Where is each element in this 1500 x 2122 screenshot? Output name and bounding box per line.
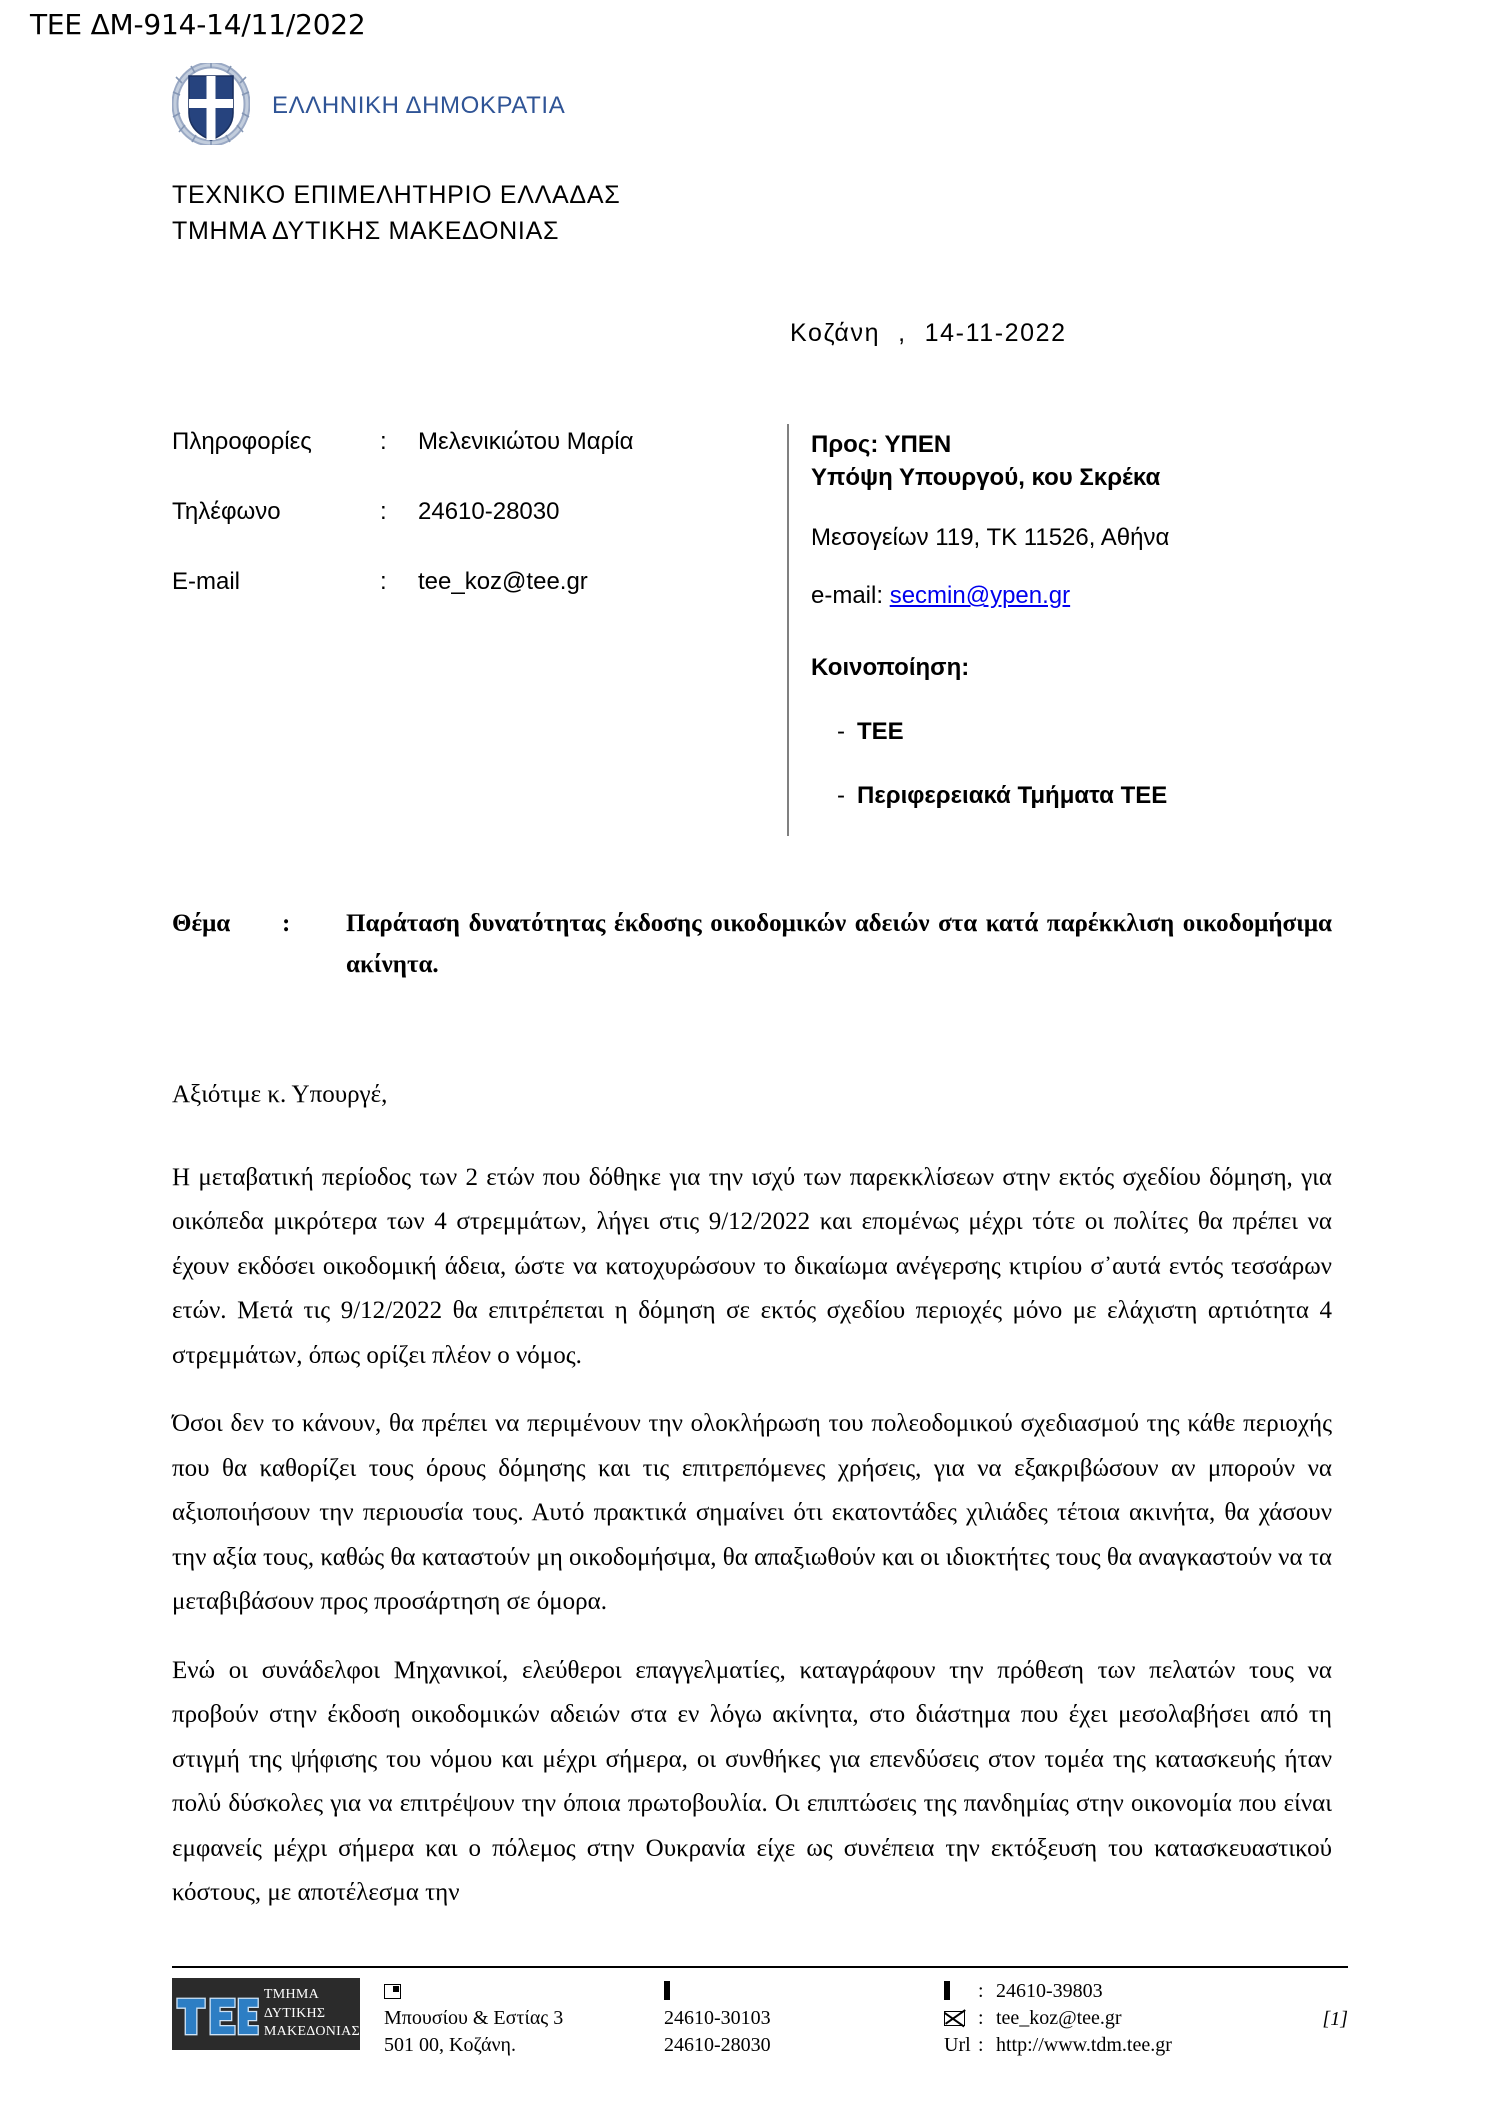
tee-dept-line-3: ΜΑΚΕΔΟΝΙΑΣ xyxy=(263,2024,360,2040)
cc-list-item xyxy=(811,782,1500,810)
footer-phone-column xyxy=(664,1978,944,2058)
recipient-email-line xyxy=(811,582,1500,610)
sender-email-value: tee_koz@tee.gr xyxy=(418,568,588,595)
salutation: Αξιότιμε κ. Υπουργέ, xyxy=(172,1081,388,1108)
document-reference: ΤΕΕ ΔΜ-914-14/11/2022 xyxy=(30,8,366,41)
letterhead xyxy=(172,60,1500,148)
cc-item-label: ΤΕΕ xyxy=(857,718,904,746)
recipient-attention-line: Υπόψη Υπουργού, κου Σκρέκα xyxy=(811,464,1161,492)
footer-address-line-1: Μπουσίου & Εστίας 3 xyxy=(384,2006,564,2029)
organization-line-1: ΤΕΧΝΙΚΟ ΕΠΙΜΕΛΗΤΗΡΙΟ ΕΛΛΑΔΑΣ xyxy=(172,181,621,209)
sender-info-block xyxy=(172,424,787,638)
sender-phone-colon: : xyxy=(380,498,387,525)
city-name: Κοζάνη xyxy=(790,319,881,347)
footer-phone-line-2: 24610-28030 xyxy=(664,2033,771,2056)
subject-text: Παράταση δυνατότητας έκδοσης οικοδομικών αδειών στα κατά παρέκκλιση οικοδομήσιμα ακίνητα. xyxy=(346,910,1332,978)
page-number: [1] xyxy=(1322,2008,1348,2030)
organization-line-2: ΤΜΗΜΑ ΔΥΤΙΚΗΣ ΜΑΚΕΔΟΝΙΑΣ xyxy=(172,216,560,245)
sender-contact-value: Μελενικιώτου Μαρία xyxy=(418,428,634,455)
footer-url-colon: : xyxy=(978,2033,984,2056)
footer-url-label: Url xyxy=(944,2033,971,2056)
city-date-separator: , xyxy=(898,319,907,347)
sender-phone-value: 24610-28030 xyxy=(418,498,560,525)
recipient-email-link[interactable]: secmin@ypen.gr xyxy=(889,582,1071,610)
city-date-line xyxy=(790,319,1500,348)
cc-item-label: Περιφερειακά Τμήματα ΤΕΕ xyxy=(857,782,1168,810)
sender-phone-label: Τηλέφωνο xyxy=(172,498,281,525)
subject-label: Θέμα xyxy=(172,910,231,937)
sender-info-row xyxy=(172,428,787,456)
tee-dept-line-2: ΔΥΤΙΚΗΣ xyxy=(263,2005,326,2021)
sender-contact-label: Πληροφορίες xyxy=(172,428,312,455)
sender-info-row xyxy=(172,498,787,526)
subject-colon: : xyxy=(282,910,291,937)
envelope-icon xyxy=(944,2005,978,2032)
footer-fax-value: 24610-39803 xyxy=(996,1980,1103,2002)
footer-url-line xyxy=(944,2032,1274,2059)
tee-dept-line-1: ΤΜΗΜΑ xyxy=(263,1987,320,2003)
greek-republic-coat-of-arms-icon xyxy=(172,63,250,145)
body-paragraph: Όσοι δεν το κάνουν, θα πρέπει να περιμένουν την ολοκλήρωση του πολεοδομικού σχεδιασμού της κάθε περιοχής που θα καθορίζει τους όρους δόμησης και τις επιτρεπόμενες χρήσεις, για να εξακριβώσουν αν μπορούν να αξιοποιήσουν την περιουσία τους. Αυτό πρακτικά σημαίνει ότι εκατοντάδες χιλιάδες τέτοια ακινήτα, θα χάσουν την αξία τους, καθώς θα καταστούν μη οικοδομήσιμα, θα απαξιωθούν και οι ιδιοκτήτες τους θα αναγκαστούν να τα μεταβιβάσουν προς προσάρτηση σε όμορα. xyxy=(172,1410,1332,1615)
footer-contact-column xyxy=(944,1978,1274,2058)
sender-contact-colon: : xyxy=(380,428,387,455)
sender-email-colon: : xyxy=(380,568,387,595)
letter-body xyxy=(172,1073,1332,1916)
organization-title xyxy=(172,178,1500,249)
cc-item-dash: - xyxy=(837,782,845,810)
footer-phone-line-1: 24610-30103 xyxy=(664,2006,771,2029)
recipient-email-label: e-mail: xyxy=(811,582,884,610)
footer-address-line-2: 501 00, Κοζάνη. xyxy=(384,2033,516,2056)
page-footer xyxy=(172,1966,1348,2058)
phone-icon xyxy=(664,1981,670,2001)
cc-title: Κοινοποίηση: xyxy=(811,654,970,682)
footer-fax-colon: : xyxy=(978,1980,984,2002)
footer-fax-line xyxy=(944,1978,1274,2005)
document-page xyxy=(0,60,1500,1940)
footer-url-value[interactable]: http://www.tdm.tee.gr xyxy=(996,2033,1172,2056)
body-paragraph: Η μεταβατική περίοδος των 2 ετών που δόθηκε για την ισχύ των παρεκκλίσεων στην εκτός σχεδίου δόμηση, για οικόπεδα μικρότερα των 4 στρεμμάτων, λήγει στις 9/12/2022 και επομένως μέχρι τότε οι πολίτες θα πρέπει να έχουν εκδόσει οικοδομική άδεια, ώστε να κατοχυρώσουν το δικαίωμα ανέγερσης κτιρίου σ᾽αυτά εντός τεσσάρων ετών. Μετά τις 9/12/2022 θα επιτρέπεται η δόμηση σε εκτός σχεδίου περιοχές μόνο με ελάχιστη αρτιότητα 4 στρεμμάτων, όπως ορίζει πλέον ο νόμος. xyxy=(172,1163,1332,1369)
footer-email-value: tee_koz@tee.gr xyxy=(996,2006,1122,2029)
correspondence-header xyxy=(172,424,1500,836)
tee-department-name xyxy=(260,1986,360,2041)
footer-email-colon: : xyxy=(978,2006,984,2029)
recipient-address: Μεσογείων 119, ΤΚ 11526, Αθήνα xyxy=(811,524,1170,552)
cc-list-item xyxy=(811,718,1500,746)
subject-line xyxy=(172,904,1332,985)
document-date: 14-11-2022 xyxy=(924,319,1067,347)
sender-email-label: E-mail xyxy=(172,568,241,595)
fax-icon xyxy=(944,1978,978,2005)
footer-email-line xyxy=(944,2005,1274,2032)
sender-info-row xyxy=(172,568,787,596)
recipient-to-line: Προς: ΥΠΕΝ xyxy=(811,431,952,458)
body-paragraph: Ενώ οι συνάδελφοι Μηχανικοί, ελεύθεροι επαγγελματίες, καταγράφουν την πρόθεση των πελατών τους να προβούν στην έκδοση οικοδομικών αδειών στα εν λόγω ακίνητα, στο διάστημα που έχει μεσολαβήσει από τη στιγμή της ψήφισης του νόμου και μέχρι σήμερα, οι συνθήκες για επενδύσεις στον τομέα της κατασκευής ήταν πολύ δύσκολες για να επιτρέψουν την όποια πρωτοβουλία. Οι επιπτώσεις της πανδημίας στην οικονομία που είναι εμφανείς μέχρι σήμερα και ο πόλεμος στην Ουκρανία είχε ως συνέπεια την εκτόξευση του κατασκευαστικού κόστους, με αποτέλεσμα την xyxy=(172,1656,1332,1906)
tee-department-logo xyxy=(172,1978,360,2050)
republic-title: ΕΛΛΗΝΙΚΗ ΔΗΜΟΚΡΑΤΙΑ xyxy=(272,92,566,119)
cc-item-dash: - xyxy=(837,718,845,746)
printer-icon xyxy=(384,1982,401,2002)
footer-address-column xyxy=(384,1978,664,2058)
recipient-block xyxy=(787,424,1500,836)
